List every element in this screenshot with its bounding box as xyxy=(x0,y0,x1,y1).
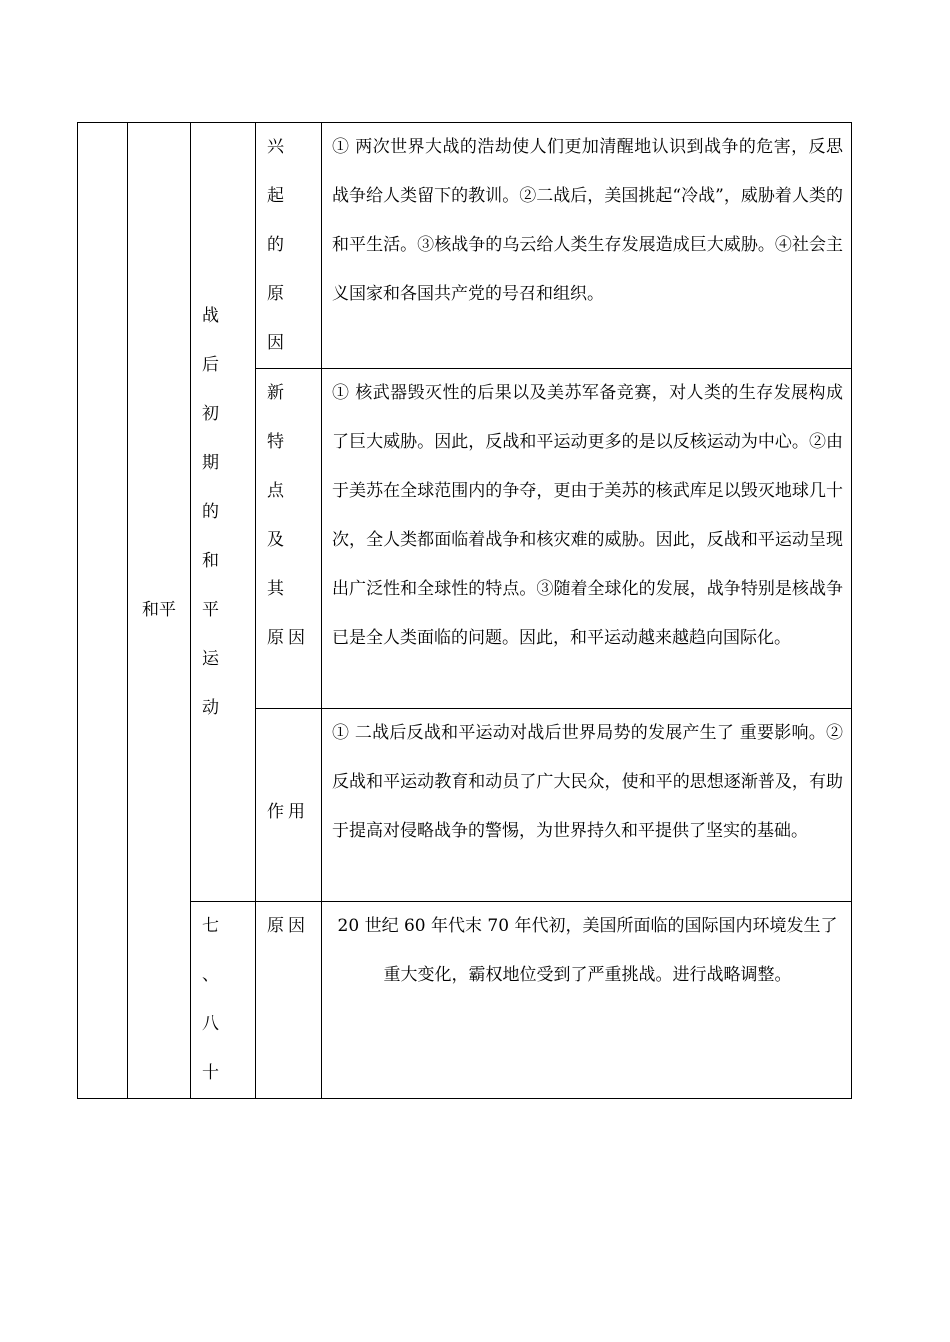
period-label-line: 八 十 xyxy=(202,1014,223,1083)
aspect-label-line: 作用 xyxy=(267,802,309,822)
aspect-label-line: 因 xyxy=(267,333,288,353)
table-row xyxy=(78,902,852,1099)
aspect-label-cell xyxy=(256,902,322,1099)
content-cell xyxy=(322,709,852,902)
content-text: ① 两次世界大战的浩劫使人们更加清醒地认识到战争的危害，反思战争给人类留下的教训。②二战后，美国挑起“冷战”，威胁着人类的和平生活。③核战争的乌云给人类生存发展造成巨大威胁。④社会主义国家和各国共产党的号召和组织。 xyxy=(332,137,843,304)
period-label-line: 的 和 xyxy=(202,501,223,571)
period-label-line: 七 、 xyxy=(202,916,223,985)
aspect-label-line: 的 原 xyxy=(267,235,288,304)
history-summary-table xyxy=(77,122,852,1099)
topic-label: 和平 xyxy=(142,600,176,620)
aspect-label-cell xyxy=(256,369,322,709)
content-text: ① 二战后反战和平运动对战后世界局势的发展产生了 重要影响。②反战和平运动教育和动员了广大民众，使和平的思想逐渐普及，有助于提高对侵略战争的警惕，为世界持久和平提供了坚实的基础。 xyxy=(332,723,843,841)
content-text: 20 世纪 60 年代末 70 年代初，美国所面临的国际国内环境发生了重大变化，霸权地位受到了严重挑战。进行战略调整。 xyxy=(337,916,838,985)
period-label-line: 初 期 xyxy=(202,403,223,473)
aspect-label-line: 新 特 xyxy=(267,383,288,452)
aspect-label-cell xyxy=(256,709,322,902)
period-label-line: 动 xyxy=(202,697,223,718)
aspect-label-line: 兴 起 xyxy=(267,137,288,206)
content-cell xyxy=(322,369,852,709)
topic-label-cell xyxy=(128,123,191,1099)
period-label-cell xyxy=(191,123,256,902)
aspect-label-line: 原因 xyxy=(267,916,309,936)
aspect-label-line: 及 其 xyxy=(267,530,288,599)
period-label-line: 平 运 xyxy=(202,599,223,669)
aspect-label-cell xyxy=(256,123,322,369)
content-text: ① 核武器毁灭性的后果以及美苏军备竞赛，对人类的生存发展构成了巨大威胁。因此，反战和平运动更多的是以反核运动为中心。②由于美苏在全球范围内的争夺，更由于美苏的核武库足以毁灭地球几十次，全人类都面临着战争和核灾难的威胁。因此，反战和平运动呈现出广泛性和全球性的特点。③随着全球化的发展，战争特别是核战争已是全人类面临的问题。因此，和平运动越来越趋向国际化。 xyxy=(332,383,843,648)
period-label-line: 战 后 xyxy=(202,305,223,375)
content-cell xyxy=(322,123,852,369)
period-label-cell xyxy=(191,902,256,1099)
aspect-label-line: 点 xyxy=(267,481,288,501)
table-row xyxy=(78,123,852,369)
content-cell xyxy=(322,902,852,1099)
empty-cell xyxy=(78,123,128,1099)
aspect-label-line: 原因 xyxy=(267,628,309,648)
